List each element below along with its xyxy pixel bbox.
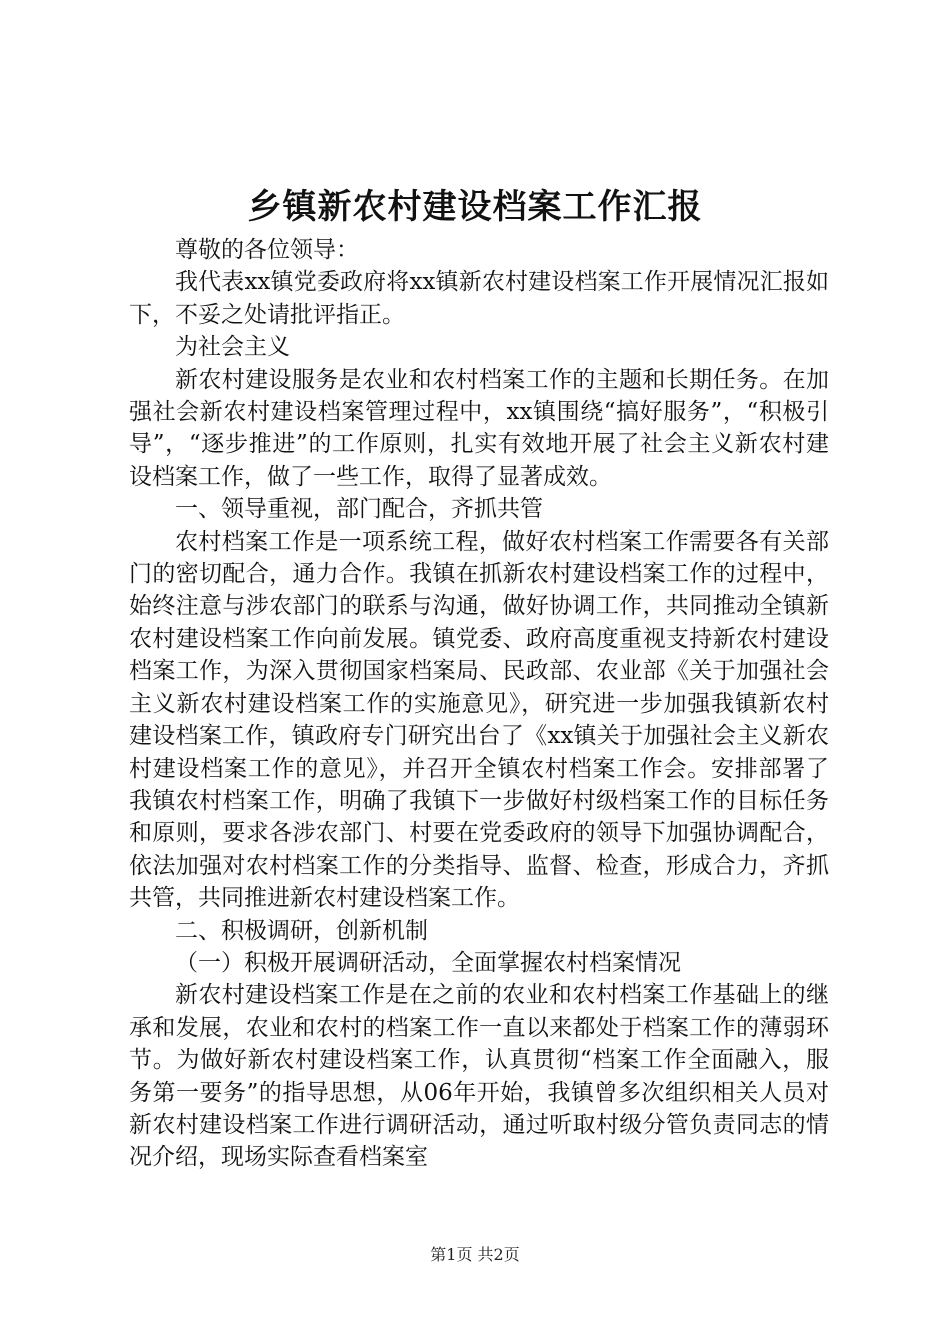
body-paragraph: 农村档案工作是一项系统工程，做好农村档案工作需要各有关部门的密切配合，通力合作。我镇在抓新农村建设档案工作的过程中，始终注意与涉农部门的联系与沟通，做好协调工作，共同推动全镇新农村建设档案工作向前发展。镇党委、政府高度重视支持新农村建设档案工作，为深入贯彻国家档案局、民政部、农业部《关于加强社会主义新农村建设档案工作的实施意见》，研究进一步加强我镇新农村建设档案工作，镇政府专门研究出台了《xx镇关于加强社会主义新农村建设档案工作的意见》，并召开全镇农村档案工作会。安排部署了我镇农村档案工作，明确了我镇下一步做好村级档案工作的目标任务和原则，要求各涉农部门、村要在党委政府的领导下加强协调配合，依法加强对农村档案工作的分类指导、监督、检查，形成合力，齐抓共管，共同推进新农村建设档案工作。 — [129, 528, 829, 912]
document-title: 乡镇新农村建设档案工作汇报 — [247, 187, 703, 227]
section-heading-1: 一、领导重视，部门配合，齐抓共管 — [175, 496, 543, 523]
body-paragraph: 新农村建设档案工作是在之前的农业和农村档案工作基础上的继承和发展，农业和农村的档案工作一直以来都处于档案工作的薄弱环节。为做好新农村建设档案工作，认真贯彻“档案工作全面融入，服务第一要务”的指导思想，从06年开始，我镇曾多次组织相关人员对新农村建设档案工作进行调研活动，通过听取村级分管负责同志的情况介绍，现场实际查看档案室 — [129, 982, 829, 1171]
document-body — [129, 234, 829, 1174]
section-heading-2: 二、积极调研，创新机制 — [175, 917, 428, 944]
intro-paragraph: 我代表xx镇党委政府将xx镇新农村建设档案工作开展情况汇报如下，不妥之处请批评指正。 — [129, 269, 829, 328]
page-number-footer: 第1页 共2页 — [430, 1245, 520, 1264]
body-paragraph: 为社会主义 — [175, 334, 290, 361]
salutation-paragraph: 尊敬的各位领导： — [175, 237, 359, 263]
subsection-heading-1: （一）积极开展调研活动，全面掌握农村档案情况 — [175, 949, 681, 976]
body-paragraph: 新农村建设服务是农业和农村档案工作的主题和长期任务。在加强社会新农村建设档案管理过程中，xx镇围绕“搞好服务”，“积极引导”，“逐步推进”的工作原则，扎实有效地开展了社会主义新农村建设档案工作，做了一些工作，取得了显著成效。 — [129, 366, 829, 490]
